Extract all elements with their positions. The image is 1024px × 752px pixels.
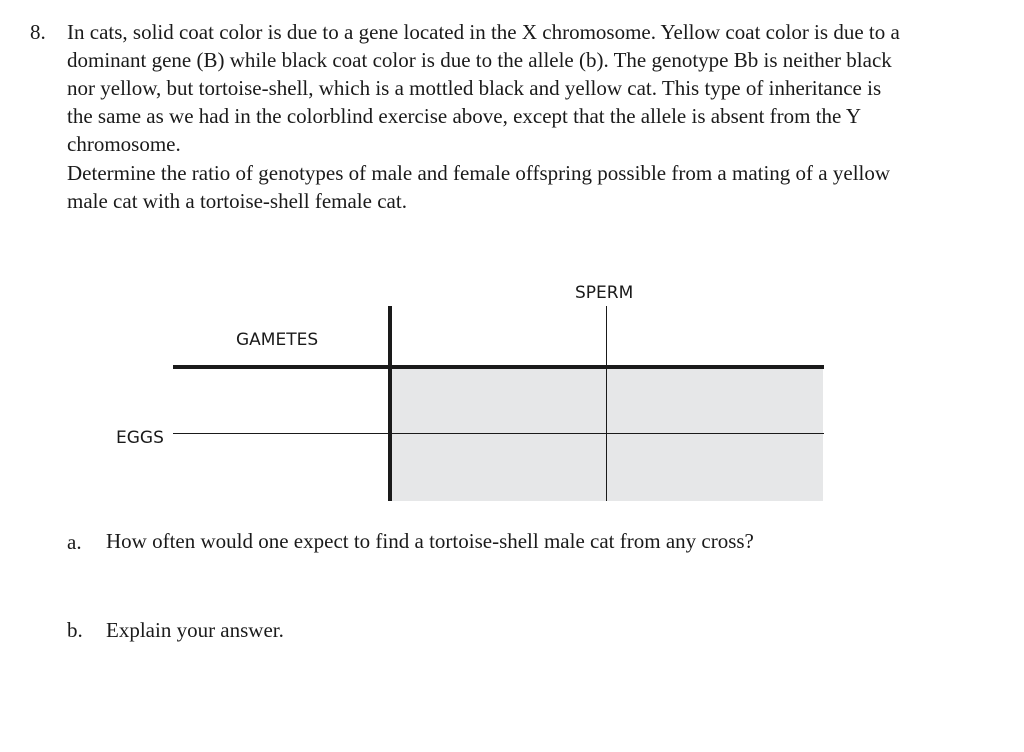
question-paragraph-1: In cats, solid coat color is due to a gene located in the X chromosome. Yellow coat color is due to a dominant gene (B) while black coat color is due to the allele (b). The genotype Bb is neither black nor yellow, but tortoise-shell, which is a mottled black and yellow cat. This type of inheritance is the same as we had in the colorblind exercise above, except that the allele is absent from the Y chromosome. bbox=[67, 20, 900, 156]
punnett-column-divider bbox=[606, 306, 607, 501]
sub-question-a-letter: a. bbox=[67, 530, 82, 554]
sub-question-b-text: Explain your answer. bbox=[106, 618, 284, 642]
sperm-label: SPERM bbox=[575, 283, 634, 303]
punnett-left-divider bbox=[388, 306, 392, 501]
sub-question-b-letter: b. bbox=[67, 618, 83, 642]
punnett-cell-2-2[interactable] bbox=[607, 434, 823, 501]
question-number: 8. bbox=[30, 20, 46, 44]
sub-question-a-text: How often would one expect to find a tortoise-shell male cat from any cross? bbox=[106, 529, 754, 553]
punnett-cell-1-1[interactable] bbox=[390, 368, 606, 433]
punnett-row-divider bbox=[173, 433, 824, 434]
punnett-cell-2-1[interactable] bbox=[390, 434, 606, 501]
punnett-cell-1-2[interactable] bbox=[607, 368, 823, 433]
eggs-label: EGGS bbox=[116, 428, 164, 448]
punnett-header-divider bbox=[173, 365, 824, 369]
gametes-label: GAMETES bbox=[236, 330, 319, 350]
question-paragraph-2: Determine the ratio of genotypes of male and female offspring possible from a mating of a yellow male cat with a tortoise-shell female cat. bbox=[67, 161, 891, 213]
